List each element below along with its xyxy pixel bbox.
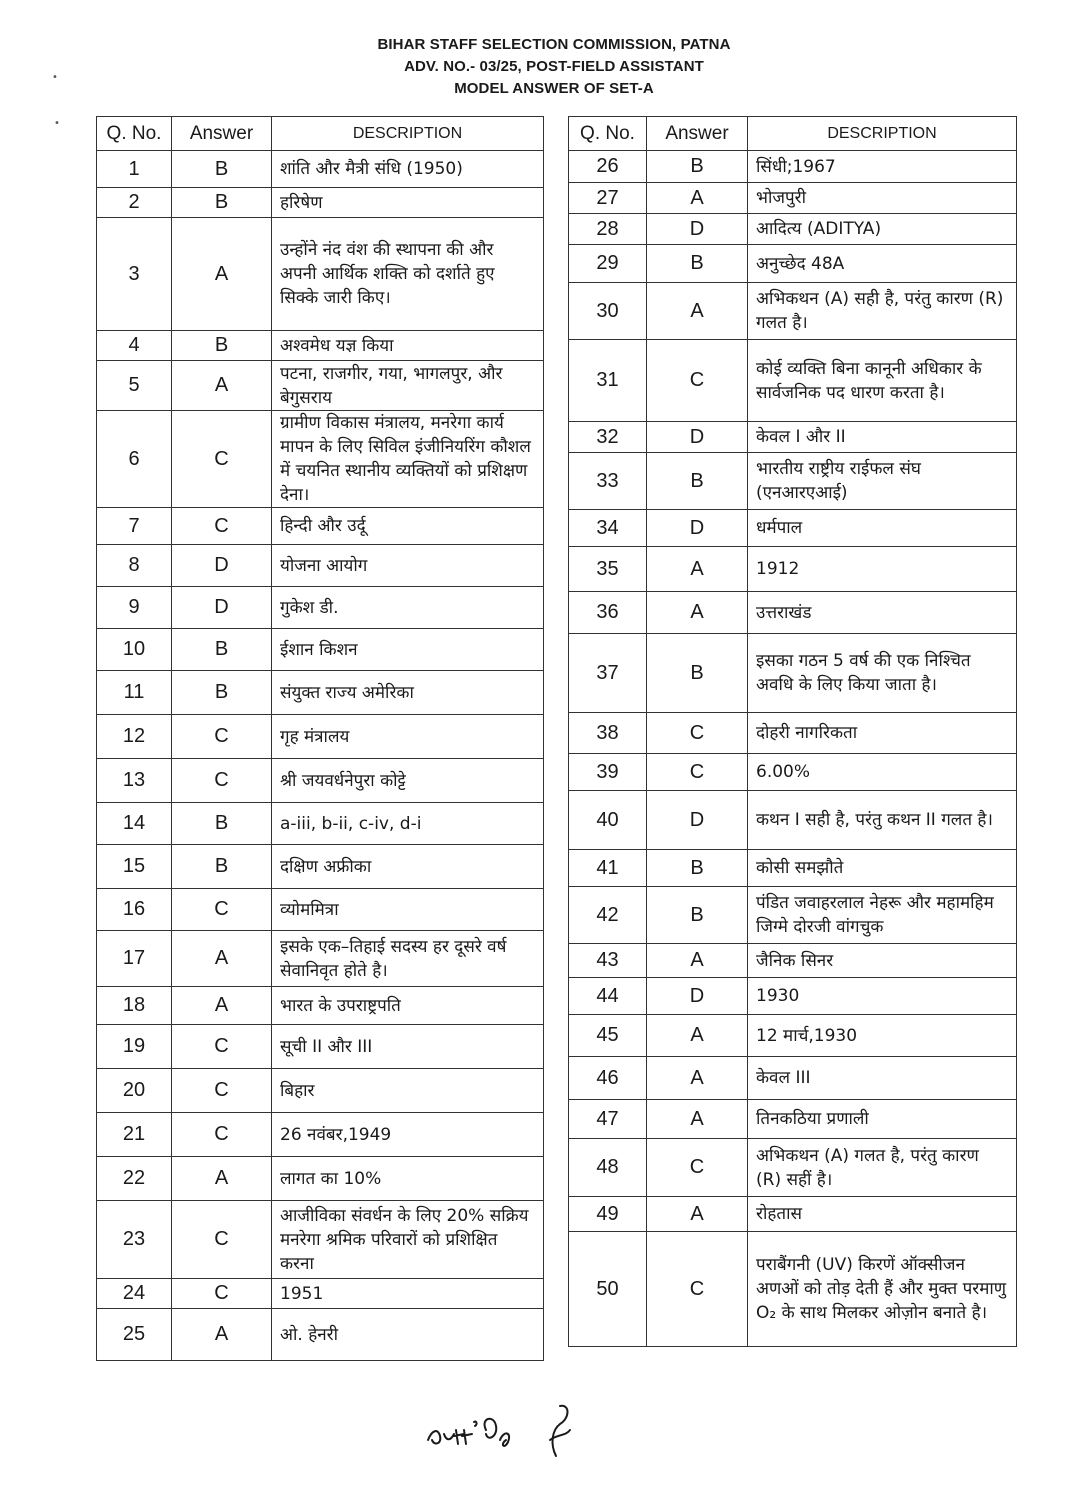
table-row <box>97 987 544 1025</box>
table-row <box>569 1139 1017 1197</box>
answer-option: C <box>172 411 272 508</box>
answer-option: B <box>647 453 748 510</box>
table-row <box>97 1025 544 1069</box>
table-row <box>97 803 544 845</box>
table-row <box>569 634 1017 713</box>
answer-description: गुकेश डी. <box>272 587 544 629</box>
answer-description: सिंधी;1967 <box>748 151 1017 183</box>
question-number: 19 <box>97 1025 172 1069</box>
answer-description: 1912 <box>748 547 1017 592</box>
column-header-answer: Answer <box>647 117 748 151</box>
answer-description: पटना, राजगीर, गया, भागलपुर, और बेगुसराय <box>272 361 544 411</box>
answer-option: C <box>647 1232 748 1347</box>
table-row <box>569 1232 1017 1347</box>
answer-description: व्योममित्रा <box>272 889 544 931</box>
answer-description: पराबैंगनी (UV) किरणें ऑक्सीजन अणओं को तोड़ देती हैं और मुक्त परमाणु O₂ के साथ मिलकर ओज़ोन बनाते है। <box>748 1232 1017 1347</box>
table-row <box>569 151 1017 183</box>
table-row <box>97 1279 544 1309</box>
table-row <box>97 218 544 331</box>
table-row <box>569 713 1017 754</box>
answer-description: आजीविका संवर्धन के लिए 20% सक्रिय मनरेगा श्रमिक परिवारों को प्रशिक्षित करना <box>272 1201 544 1279</box>
table-row <box>569 754 1017 791</box>
answer-option: C <box>172 1025 272 1069</box>
question-number: 10 <box>97 629 172 671</box>
question-number: 24 <box>97 1279 172 1309</box>
handwritten-signature <box>420 1400 590 1460</box>
answer-table-left-body <box>97 151 544 1361</box>
answer-option: A <box>647 1015 748 1057</box>
answer-description: 6.00% <box>748 754 1017 791</box>
answer-option: B <box>647 850 748 887</box>
answer-description: सूची II और III <box>272 1025 544 1069</box>
scan-speck: • <box>54 118 60 129</box>
table-row <box>97 1201 544 1279</box>
signature-mid-stroke <box>485 1419 510 1446</box>
answer-option: A <box>172 218 272 331</box>
answer-description: कोसी समझौते <box>748 850 1017 887</box>
table-row <box>569 1057 1017 1100</box>
table-row <box>569 547 1017 592</box>
header-model-answer: MODEL ANSWER OF SET-A <box>454 80 654 97</box>
question-number: 47 <box>569 1100 647 1139</box>
question-number: 11 <box>97 671 172 715</box>
answer-option: C <box>172 508 272 545</box>
question-number: 25 <box>97 1309 172 1361</box>
table-row <box>569 887 1017 944</box>
question-number: 20 <box>97 1069 172 1113</box>
question-number: 48 <box>569 1139 647 1197</box>
table-row <box>569 791 1017 850</box>
answer-description: ग्रामीण विकास मंत्रालय, मनरेगा कार्य मापन के लिए सिविल इंजीनियरिंग कौशल में चयनित स्थानीय व्यक्तियों को प्रशिक्षण देना। <box>272 411 544 508</box>
answer-option: D <box>172 587 272 629</box>
table-row <box>97 331 544 361</box>
answer-description: भारतीय राष्ट्रीय राईफल संघ (एनआरएआई) <box>748 453 1017 510</box>
table-row <box>97 759 544 803</box>
answer-option: A <box>647 1197 748 1232</box>
answer-option: C <box>172 1113 272 1157</box>
question-number: 5 <box>97 361 172 411</box>
question-number: 35 <box>569 547 647 592</box>
table-row <box>569 214 1017 245</box>
question-number: 17 <box>97 931 172 987</box>
answer-description: 26 नवंबर,1949 <box>272 1113 544 1157</box>
question-number: 26 <box>569 151 647 183</box>
answer-option: B <box>172 671 272 715</box>
question-number: 28 <box>569 214 647 245</box>
table-row <box>97 629 544 671</box>
table-row <box>97 1069 544 1113</box>
table-header-row <box>97 117 544 151</box>
question-number: 45 <box>569 1015 647 1057</box>
answer-description: तिनकठिया प्रणाली <box>748 1100 1017 1139</box>
answer-description: श्री जयवर्धनेपुरा कोट्टे <box>272 759 544 803</box>
scan-speck: • <box>52 72 58 83</box>
table-row <box>569 850 1017 887</box>
table-row <box>97 889 544 931</box>
answer-description: शांति और मैत्री संधि (1950) <box>272 151 544 188</box>
answer-description: भारत के उपराष्ट्रपति <box>272 987 544 1025</box>
question-number: 2 <box>97 188 172 218</box>
answer-table-right <box>568 116 1017 1347</box>
answer-description: 1930 <box>748 978 1017 1015</box>
table-row <box>97 1157 544 1201</box>
answer-description: बिहार <box>272 1069 544 1113</box>
answer-description: योजना आयोग <box>272 545 544 587</box>
answer-option: A <box>647 283 748 340</box>
question-number: 36 <box>569 592 647 634</box>
answer-option: A <box>647 592 748 634</box>
answer-description: दोहरी नागरिकता <box>748 713 1017 754</box>
table-row <box>97 361 544 411</box>
table-row <box>97 671 544 715</box>
table-row <box>97 151 544 188</box>
question-number: 9 <box>97 587 172 629</box>
table-row <box>569 1015 1017 1057</box>
column-header-description: DESCRIPTION <box>272 117 544 151</box>
question-number: 38 <box>569 713 647 754</box>
answer-option: D <box>647 791 748 850</box>
answer-option: B <box>172 331 272 361</box>
question-number: 34 <box>569 510 647 547</box>
answer-description: आदित्य (ADITYA) <box>748 214 1017 245</box>
column-header-description: DESCRIPTION <box>748 117 1017 151</box>
answer-option: C <box>172 1201 272 1279</box>
answer-option: D <box>647 422 748 453</box>
table-row <box>97 508 544 545</box>
answer-description: गृह मंत्रालय <box>272 715 544 759</box>
answer-description: उन्होंने नंद वंश की स्थापना की और अपनी आर्थिक शक्ति को दर्शाते हुए सिक्के जारी किए। <box>272 218 544 331</box>
question-number: 22 <box>97 1157 172 1201</box>
answer-option: A <box>172 1157 272 1201</box>
document-header <box>0 34 1080 100</box>
question-number: 16 <box>97 889 172 931</box>
answer-option: A <box>647 183 748 214</box>
answer-option: C <box>647 1139 748 1197</box>
answer-description: इसके एक–तिहाई सदस्य हर दूसरे वर्ष सेवानिवृत होते है। <box>272 931 544 987</box>
answer-option: A <box>647 1100 748 1139</box>
answer-option: C <box>172 715 272 759</box>
answer-description: केवल I और II <box>748 422 1017 453</box>
question-number: 27 <box>569 183 647 214</box>
table-row <box>97 411 544 508</box>
answer-option: C <box>647 713 748 754</box>
question-number: 42 <box>569 887 647 944</box>
question-number: 32 <box>569 422 647 453</box>
question-number: 50 <box>569 1232 647 1347</box>
question-number: 23 <box>97 1201 172 1279</box>
table-row <box>97 545 544 587</box>
question-number: 33 <box>569 453 647 510</box>
answer-option: C <box>172 889 272 931</box>
question-number: 6 <box>97 411 172 508</box>
answer-table-right-body <box>569 151 1017 1347</box>
answer-description: पंडित जवाहरलाल नेहरू और महामहिम जिग्मे दोरजी वांगचुक <box>748 887 1017 944</box>
answer-option: A <box>647 1057 748 1100</box>
answer-description: रोहतास <box>748 1197 1017 1232</box>
table-row <box>569 340 1017 422</box>
answer-option: D <box>172 545 272 587</box>
answer-option: C <box>647 754 748 791</box>
table-row <box>97 931 544 987</box>
table-row <box>569 1197 1017 1232</box>
answer-description: कथन I सही है, परंतु कथन II गलत है। <box>748 791 1017 850</box>
answer-option: B <box>647 151 748 183</box>
table-row <box>97 845 544 889</box>
question-number: 8 <box>97 545 172 587</box>
question-number: 37 <box>569 634 647 713</box>
answer-option: C <box>172 759 272 803</box>
answer-description: भोजपुरी <box>748 183 1017 214</box>
answer-description: केवल III <box>748 1057 1017 1100</box>
answer-option: A <box>172 1309 272 1361</box>
answer-option: B <box>647 887 748 944</box>
question-number: 12 <box>97 715 172 759</box>
answer-description: अनुच्छेद 48A <box>748 245 1017 283</box>
answer-description: दक्षिण अफ्रीका <box>272 845 544 889</box>
header-commission: BIHAR STAFF SELECTION COMMISSION, PATNA <box>377 36 731 53</box>
answer-description: 12 मार्च,1930 <box>748 1015 1017 1057</box>
answer-description: अभिकथन (A) गलत है, परंतु कारण (R) सहीं है। <box>748 1139 1017 1197</box>
column-header-answer: Answer <box>172 117 272 151</box>
table-header-row <box>569 117 1017 151</box>
answer-description: इसका गठन 5 वर्ष की एक निश्चित अवधि के लिए किया जाता है। <box>748 634 1017 713</box>
question-number: 46 <box>569 1057 647 1100</box>
question-number: 29 <box>569 245 647 283</box>
table-row <box>569 978 1017 1015</box>
answer-option: D <box>647 978 748 1015</box>
answer-description: संयुक्त राज्य अमेरिका <box>272 671 544 715</box>
answer-option: A <box>647 944 748 978</box>
table-row <box>569 245 1017 283</box>
question-number: 3 <box>97 218 172 331</box>
question-number: 30 <box>569 283 647 340</box>
question-number: 43 <box>569 944 647 978</box>
question-number: 4 <box>97 331 172 361</box>
table-row <box>97 715 544 759</box>
table-row <box>569 510 1017 547</box>
answer-option: D <box>647 510 748 547</box>
answer-option: B <box>172 151 272 188</box>
answer-description: ईशान किशन <box>272 629 544 671</box>
question-number: 1 <box>97 151 172 188</box>
answer-description: हिन्दी और उर्दू <box>272 508 544 545</box>
answer-option: A <box>172 361 272 411</box>
question-number: 14 <box>97 803 172 845</box>
question-number: 39 <box>569 754 647 791</box>
answer-option: B <box>172 845 272 889</box>
table-row <box>97 1309 544 1361</box>
table-row <box>569 453 1017 510</box>
question-number: 7 <box>97 508 172 545</box>
signature-flourish-stroke <box>550 1406 570 1456</box>
table-row <box>569 592 1017 634</box>
question-number: 49 <box>569 1197 647 1232</box>
question-number: 21 <box>97 1113 172 1157</box>
answer-option: A <box>172 987 272 1025</box>
answer-description: उत्तराखंड <box>748 592 1017 634</box>
question-number: 18 <box>97 987 172 1025</box>
question-number: 13 <box>97 759 172 803</box>
answer-description: ओ. हेनरी <box>272 1309 544 1361</box>
signature-initials-stroke <box>428 1421 477 1444</box>
answer-description: हरिषेण <box>272 188 544 218</box>
answer-option: C <box>647 340 748 422</box>
answer-description: कोई व्यक्ति बिना कानूनी अधिकार के सार्वजनिक पद धारण करता है। <box>748 340 1017 422</box>
answer-option: B <box>172 629 272 671</box>
column-header-qno: Q. No. <box>569 117 647 151</box>
answer-table-left <box>96 116 544 1361</box>
table-row <box>569 183 1017 214</box>
question-number: 31 <box>569 340 647 422</box>
answer-option: B <box>647 245 748 283</box>
answer-description: 1951 <box>272 1279 544 1309</box>
answer-description: लागत का 10% <box>272 1157 544 1201</box>
table-row <box>569 283 1017 340</box>
answer-option: C <box>172 1069 272 1113</box>
header-advertisement: ADV. NO.- 03/25, POST-FIELD ASSISTANT <box>404 58 704 75</box>
column-header-qno: Q. No. <box>97 117 172 151</box>
answer-option: B <box>172 188 272 218</box>
answer-option: D <box>647 214 748 245</box>
answer-description: अभिकथन (A) सही है, परंतु कारण (R) गलत है। <box>748 283 1017 340</box>
answer-description: अश्वमेध यज्ञ किया <box>272 331 544 361</box>
answer-description: धर्मपाल <box>748 510 1017 547</box>
table-row <box>569 1100 1017 1139</box>
answer-option: B <box>647 634 748 713</box>
question-number: 40 <box>569 791 647 850</box>
table-row <box>569 422 1017 453</box>
question-number: 44 <box>569 978 647 1015</box>
table-row <box>97 587 544 629</box>
table-row <box>97 1113 544 1157</box>
table-row <box>569 944 1017 978</box>
answer-option: A <box>172 931 272 987</box>
answer-option: B <box>172 803 272 845</box>
table-row <box>97 188 544 218</box>
question-number: 15 <box>97 845 172 889</box>
question-number: 41 <box>569 850 647 887</box>
answer-option: A <box>647 547 748 592</box>
answer-description: a-iii, b-ii, c-iv, d-i <box>272 803 544 845</box>
answer-description: जैनिक सिनर <box>748 944 1017 978</box>
answer-option: C <box>172 1279 272 1309</box>
